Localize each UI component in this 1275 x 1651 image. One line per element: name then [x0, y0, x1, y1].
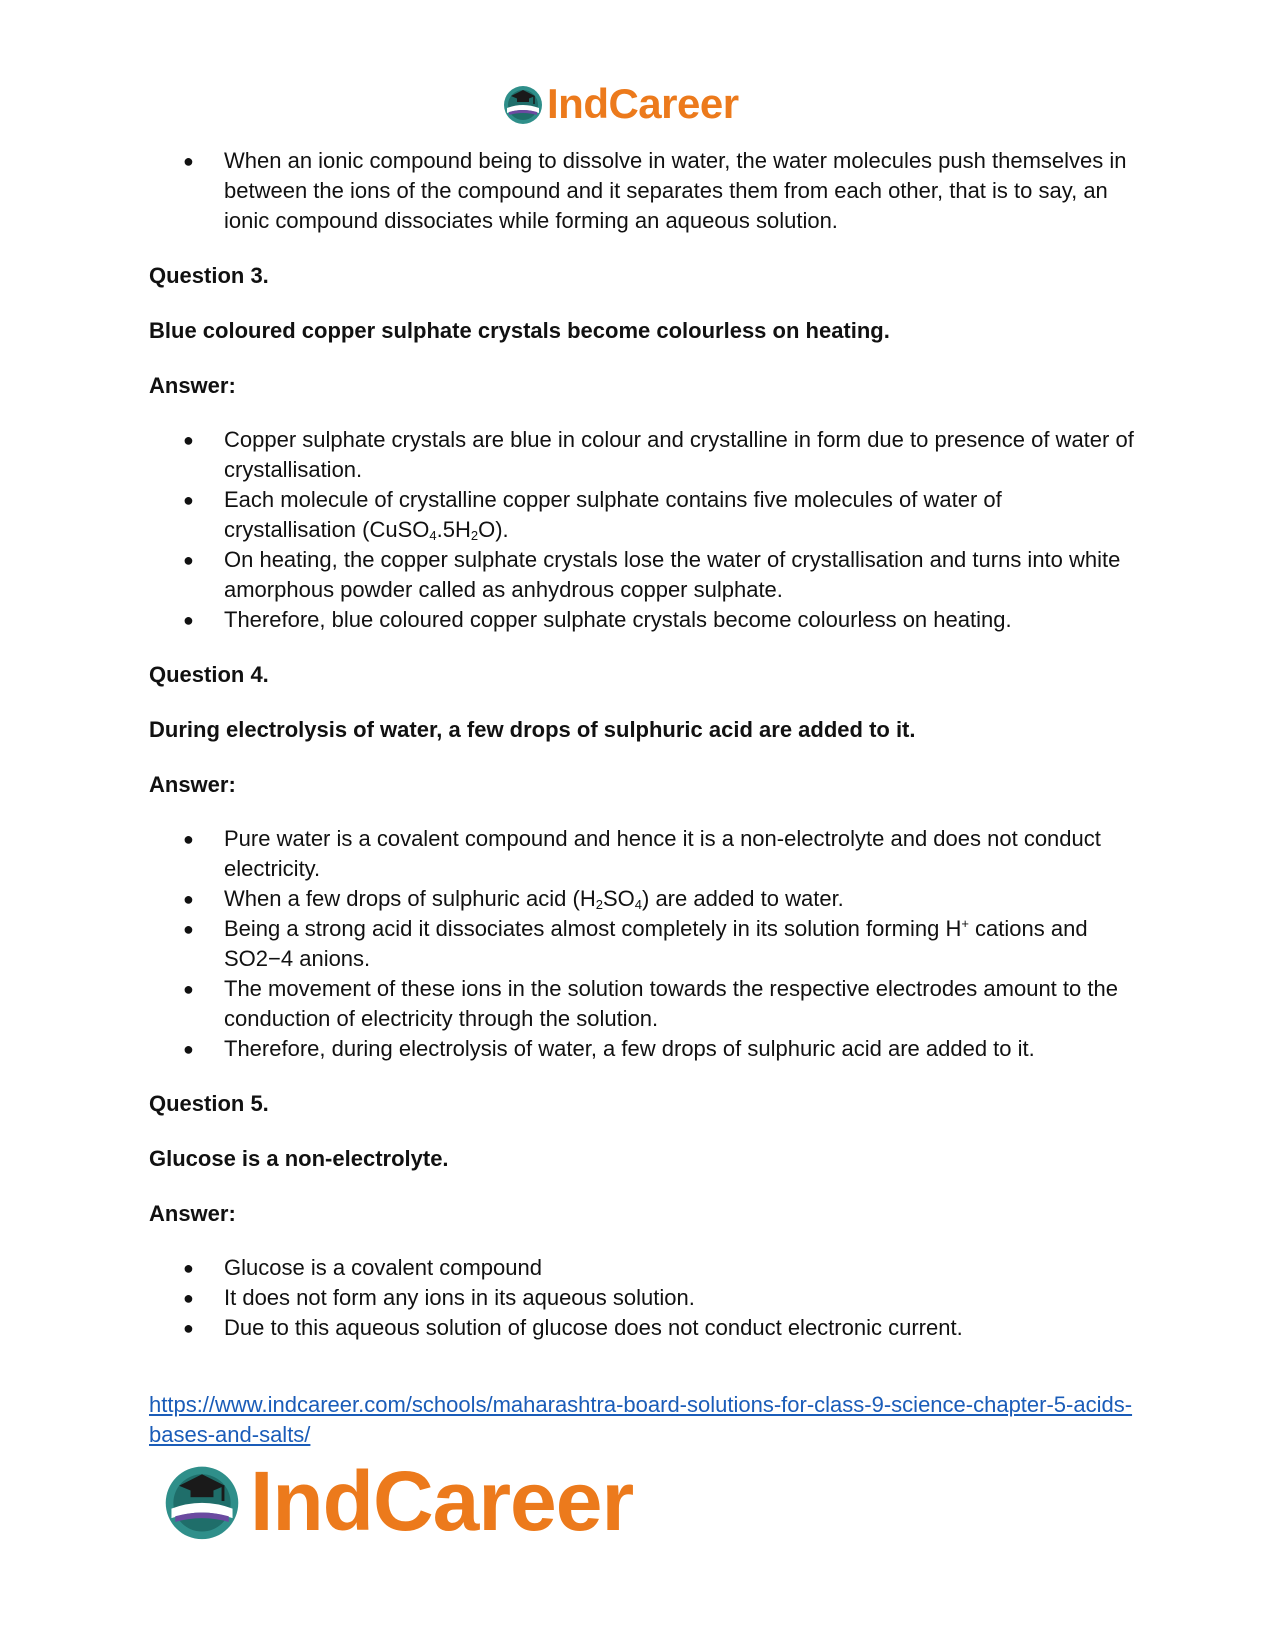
list-item: ● When an ionic compound being to dissolve in water, the water molecules push themselves in between the ions of the compound and it separates them from each other, that is to say, an ionic compound dissociates while forming an aqueous solution. [183, 148, 1127, 233]
logo-wordmark: IndCareer [250, 1454, 634, 1548]
main-content [149, 146, 1139, 1343]
list-item: ● Pure water is a covalent compound and hence it is a non-electrolyte and does not conduct electricity. [183, 826, 1101, 881]
question-5-label: Question 5. [149, 1091, 269, 1116]
list-item: ● Due to this aqueous solution of glucose does not conduct electronic current. [149, 1313, 1139, 1343]
bullet-icon: ● [183, 919, 194, 939]
bullet-icon: ● [183, 1288, 194, 1308]
footer-logo [160, 1456, 633, 1546]
list-item: ● When a few drops of sulphuric acid $(H_2SO_4)$ are added to water. [183, 886, 844, 912]
answer-4-bullet-list [149, 824, 1139, 1064]
list-item: ● The movement of these ions in the solution towards the respective electrodes amount to the conduction of electricity through the solution. [183, 976, 1118, 1031]
bullet-icon: ● [183, 1258, 194, 1278]
answer-4-label: Answer: [149, 772, 236, 797]
list-item: ● Each molecule of crystalline copper sulphate contains five molecules of water of crystallisation $(CuSO_4.5H_2O)$. [183, 487, 1002, 543]
intro-bullet-list [149, 146, 1139, 236]
bullet-icon: ● [183, 490, 194, 510]
bullet-icon: ● [183, 979, 194, 999]
list-item: ● Therefore, during electrolysis of water, a few drops of sulphuric acid are added to it. [149, 1034, 1139, 1064]
logo-wordmark: IndCareer [547, 80, 739, 127]
graduation-cap-globe-icon [160, 1459, 244, 1543]
answer-5-label: Answer: [149, 1201, 236, 1226]
list-item: ● It does not form any ions in its aqueous solution. [149, 1283, 1139, 1313]
answer-5-bullet-list [149, 1253, 1139, 1343]
question-5-statement: Glucose is a non-electrolyte. [149, 1146, 449, 1171]
bullet-icon: ● [183, 610, 194, 630]
question-3-label: Question 3. [149, 263, 269, 288]
bullet-icon: ● [183, 1318, 194, 1338]
answer-3-bullet-list [149, 425, 1139, 635]
answer-3-label: Answer: [149, 373, 236, 398]
question-4-label: Question 4. [149, 662, 269, 687]
bullet-icon: ● [183, 550, 194, 570]
list-item: ● Glucose is a covalent compound [149, 1253, 1139, 1283]
list-item: ● Being a strong acid it dissociates almost completely in its solution forming H+ cations and SO2−4 anions. [183, 916, 1088, 971]
source-link-block [149, 1390, 1139, 1450]
question-4-statement: During electrolysis of water, a few drops of sulphuric acid are added to it. [149, 717, 916, 742]
list-item: ● On heating, the copper sulphate crystals lose the water of crystallisation and turns into white amorphous powder called as anhydrous copper sulphate. [183, 547, 1121, 602]
bullet-icon: ● [183, 1039, 194, 1059]
question-3-statement: Blue coloured copper sulphate crystals become colourless on heating. [149, 318, 890, 343]
list-item: ● Therefore, blue coloured copper sulphate crystals become colourless on heating. [149, 605, 1139, 635]
list-item: ● Copper sulphate crystals are blue in colour and crystalline in form due to presence of water of crystallisation. [183, 427, 1134, 482]
header-logo [501, 80, 739, 128]
bullet-icon: ● [183, 430, 194, 450]
bullet-icon: ● [183, 889, 194, 909]
graduation-cap-globe-icon [501, 82, 545, 126]
bullet-icon: ● [183, 829, 194, 849]
source-link[interactable]: https://www.indcareer.com/schools/maharashtra-board-solutions-for-class-9-science-chapter-5-acids-bases-and-salts/ [149, 1392, 1133, 1447]
bullet-icon: ● [183, 151, 194, 171]
